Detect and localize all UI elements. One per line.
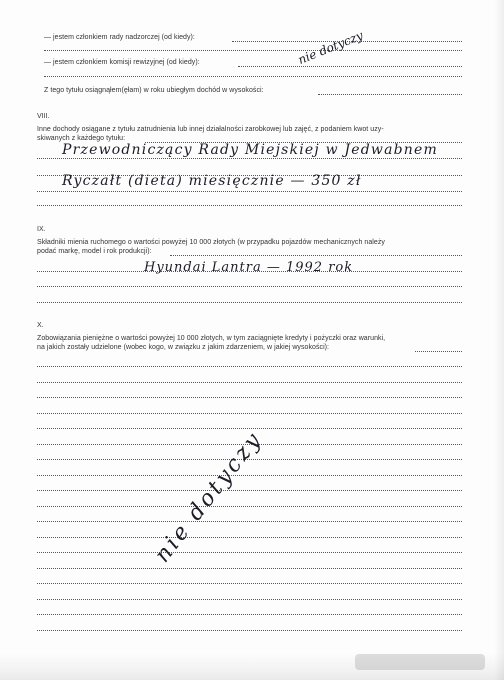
section-viii-text-2: skiwanych z każdego tytułu: (37, 135, 126, 142)
section-viii-dotline-2 (37, 158, 462, 159)
section-x-dotline (37, 552, 462, 553)
section-x-dotline (37, 366, 462, 367)
scan-shadow-right (494, 0, 504, 680)
section-x-dotline (37, 614, 462, 615)
section-ix-number: IX. (37, 226, 46, 233)
income-label: Z tego tytułu osiągnąłem(ęłam) w roku ubiegłym dochód w wysokości: (44, 87, 264, 94)
scan-smudge (355, 654, 485, 670)
section-x-dotline (37, 475, 462, 476)
section-x-dotline (37, 630, 462, 631)
section-x-dotline (37, 397, 462, 398)
commission-member-label: — jestem członkiem komisji rewizyjnej (od kiedy): (44, 59, 200, 66)
section-ix-dotline-3 (37, 286, 462, 287)
income-dotline (318, 94, 462, 95)
section-x-dotline (37, 490, 462, 491)
handwritten-not-applicable-sec10: nie dotyczy (150, 426, 268, 568)
section-viii-number: VIII. (37, 113, 50, 120)
section-x-dotline (37, 583, 462, 584)
section-viii-text-1: Inne dochody osiągane z tytułu zatrudnienia lub innej działalności zarobkowej lub zajęć, z podaniem kwot uzy- (37, 126, 384, 133)
section-x-dotline (37, 413, 462, 414)
handwritten-income-line-1: Przewodniczący Rady Miejskiej w Jedwabnem (62, 142, 438, 158)
handwritten-not-applicable-top: nie dotyczy (296, 28, 366, 67)
section-x-dotline (37, 599, 462, 600)
section-x-dotline-0 (415, 351, 462, 352)
section-ix-dotline-4 (37, 302, 462, 303)
section-viii-dotline-5 (37, 205, 462, 206)
section-x-dotline (37, 506, 462, 507)
section-ix-dotline-1 (170, 255, 462, 256)
section-x-dotline (37, 382, 462, 383)
handwritten-income-line-2: Ryczałt (dieta) miesięcznie — 350 zł (62, 173, 362, 189)
commission-member-dotline (238, 66, 462, 67)
section-x-dotline (37, 521, 462, 522)
board-member-label: — jestem członkiem rady nadzorczej (od kiedy): (44, 34, 195, 41)
section-x-number: X. (37, 322, 44, 329)
commission-member-dotline-2 (44, 76, 462, 77)
section-viii-dotline-4 (37, 191, 462, 192)
section-ix-text-2: podać markę, model i rok produkcji): (37, 248, 152, 255)
section-x-text-2: na jakich zostały udzielone (wobec kogo, w związku z jakim zdarzeniem, w jakiej wysokości): (37, 344, 330, 351)
board-member-dotline-2 (44, 50, 462, 51)
section-x-dotline (37, 537, 462, 538)
section-x-dotline (37, 568, 462, 569)
handwritten-vehicle: Hyundai Lantra — 1992 rok (144, 260, 354, 275)
section-ix-text-1: Składniki mienia ruchomego o wartości powyżej 10 000 złotych (w przypadku pojazdów mechanicznych należy (37, 239, 385, 246)
section-x-text-1: Zobowiązania pieniężne o wartości powyżej 10 000 złotych, w tym zaciągnięte kredyty i pożyczki oraz warunki, (37, 335, 386, 342)
